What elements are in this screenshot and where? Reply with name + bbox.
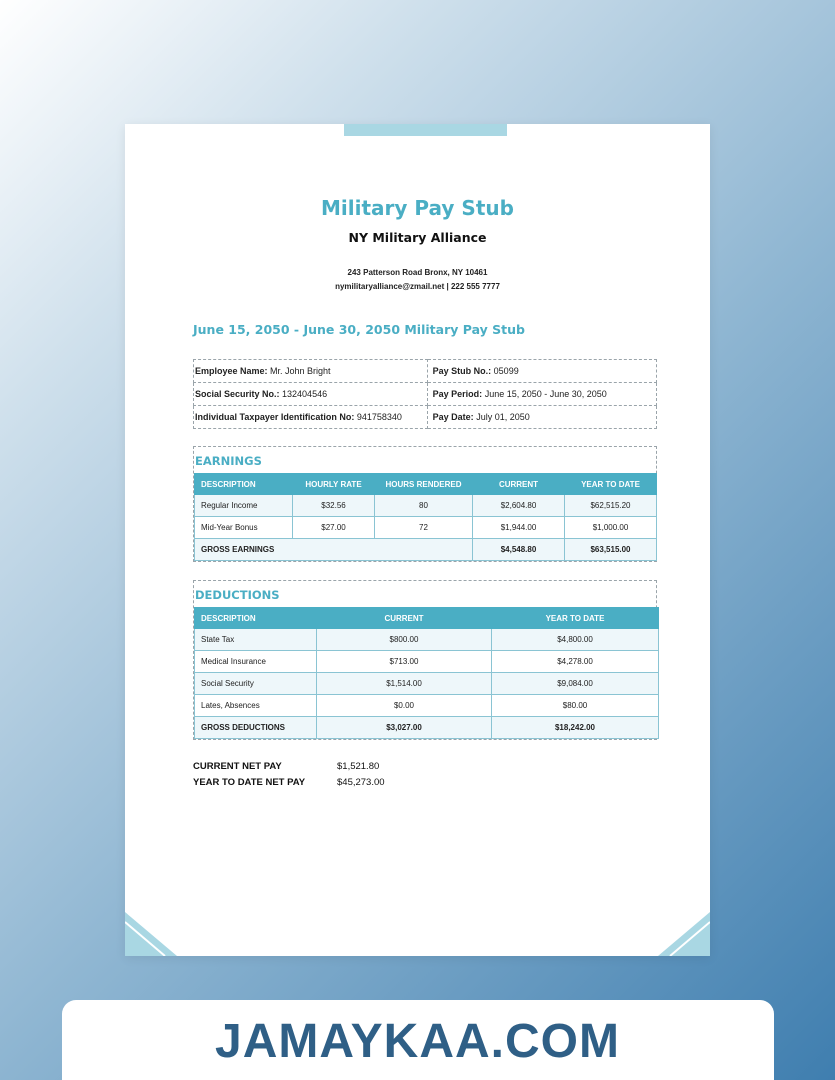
info-row	[194, 360, 657, 383]
gross-deductions-label: GROSS DEDUCTIONS	[195, 717, 317, 739]
table-cell: $0.00	[317, 695, 492, 717]
table-cell: 80	[375, 495, 473, 517]
gross-deductions-row	[195, 717, 659, 739]
itin-cell	[194, 406, 428, 429]
table-cell: $27.00	[293, 517, 375, 539]
table-cell: $1,944.00	[473, 517, 565, 539]
column-header: YEAR TO DATE	[492, 608, 659, 629]
contact-line: nymilitaryalliance@zmail.net | 222 555 7777	[335, 282, 500, 291]
info-row	[194, 383, 657, 406]
document-title: Military Pay Stub	[321, 196, 514, 220]
column-header: DESCRIPTION	[195, 608, 317, 629]
earnings-header-row	[195, 474, 657, 495]
table-row	[195, 651, 659, 673]
pay-date-label: Pay Date:	[432, 412, 474, 422]
table-cell: $9,084.00	[492, 673, 659, 695]
employee-name-value: Mr. John Bright	[267, 366, 331, 376]
pay-stub-no-label: Pay Stub No.:	[432, 366, 492, 376]
address-line: 243 Patterson Road Bronx, NY 10461	[347, 268, 488, 277]
gross-earnings-row	[195, 539, 657, 561]
ssn-value: 132404546	[279, 389, 328, 399]
employee-name-cell	[194, 360, 428, 383]
column-header: HOURS RENDERED	[375, 474, 473, 495]
table-row	[195, 695, 659, 717]
current-net-pay-value: $1,521.80	[337, 761, 380, 772]
ytd-net-pay-row	[193, 775, 385, 791]
table-cell: Social Security	[195, 673, 317, 695]
pay-period-heading: June 15, 2050 - June 30, 2050 Military Pay Stub	[193, 322, 525, 337]
table-row	[195, 673, 659, 695]
table-row	[195, 629, 659, 651]
current-net-pay-label: CURRENT NET PAY	[193, 761, 282, 772]
pay-stub-no-value: 05099	[491, 366, 519, 376]
table-cell: $32.56	[293, 495, 375, 517]
info-row	[194, 406, 657, 429]
gross-earnings-ytd: $63,515.00	[565, 539, 657, 561]
organization-name: NY Military Alliance	[348, 230, 487, 245]
table-cell: $1,000.00	[565, 517, 657, 539]
itin-value: 941758340	[354, 412, 402, 422]
table-cell: State Tax	[195, 629, 317, 651]
table-row	[195, 517, 657, 539]
watermark-text: JAMAYKAA.COM	[215, 1015, 620, 1068]
ytd-net-pay-value: $45,273.00	[337, 777, 385, 788]
column-header: HOURLY RATE	[293, 474, 375, 495]
ssn-label: Social Security No.:	[195, 389, 280, 399]
pay-stub-document	[125, 124, 710, 956]
column-header: DESCRIPTION	[195, 474, 293, 495]
deductions-table	[194, 607, 659, 739]
corner-decoration-left	[125, 912, 177, 956]
organization-address	[125, 266, 710, 294]
pay-period-cell	[427, 383, 656, 406]
table-cell: $4,800.00	[492, 629, 659, 651]
gross-deductions-current: $3,027.00	[317, 717, 492, 739]
deductions-header-row	[195, 608, 659, 629]
table-cell: $713.00	[317, 651, 492, 673]
table-cell: Regular Income	[195, 495, 293, 517]
earnings-table	[194, 473, 657, 561]
table-cell: 72	[375, 517, 473, 539]
net-pay-summary	[193, 759, 385, 791]
table-cell: $800.00	[317, 629, 492, 651]
itin-label: Individual Taxpayer Identification No:	[195, 412, 355, 422]
table-cell: $62,515.20	[565, 495, 657, 517]
pay-date-value: July 01, 2050	[473, 412, 530, 422]
column-header: YEAR TO DATE	[565, 474, 657, 495]
top-tab-decoration	[344, 124, 507, 136]
pay-period-value: June 15, 2050 - June 30, 2050	[482, 389, 607, 399]
pay-date-cell	[427, 406, 656, 429]
table-cell: Mid-Year Bonus	[195, 517, 293, 539]
gross-earnings-label: GROSS EARNINGS	[195, 539, 473, 561]
table-cell: Lates, Absences	[195, 695, 317, 717]
table-cell: $2,604.80	[473, 495, 565, 517]
deductions-title: DEDUCTIONS	[195, 588, 280, 602]
earnings-title: EARNINGS	[195, 454, 262, 468]
table-cell: Medical Insurance	[195, 651, 317, 673]
deductions-section	[193, 580, 657, 740]
table-cell: $4,278.00	[492, 651, 659, 673]
employee-name-label: Employee Name:	[195, 366, 268, 376]
gross-deductions-ytd: $18,242.00	[492, 717, 659, 739]
table-row	[195, 495, 657, 517]
current-net-pay-row	[193, 759, 385, 775]
earnings-section	[193, 446, 657, 562]
column-header: CURRENT	[317, 608, 492, 629]
pay-period-label: Pay Period:	[432, 389, 483, 399]
gross-earnings-current: $4,548.80	[473, 539, 565, 561]
ytd-net-pay-label: YEAR TO DATE NET PAY	[193, 777, 306, 788]
ssn-cell	[194, 383, 428, 406]
corner-decoration-right	[658, 912, 710, 956]
employee-info-table	[193, 359, 657, 429]
pay-stub-no-cell	[427, 360, 656, 383]
column-header: CURRENT	[473, 474, 565, 495]
table-cell: $1,514.00	[317, 673, 492, 695]
table-cell: $80.00	[492, 695, 659, 717]
